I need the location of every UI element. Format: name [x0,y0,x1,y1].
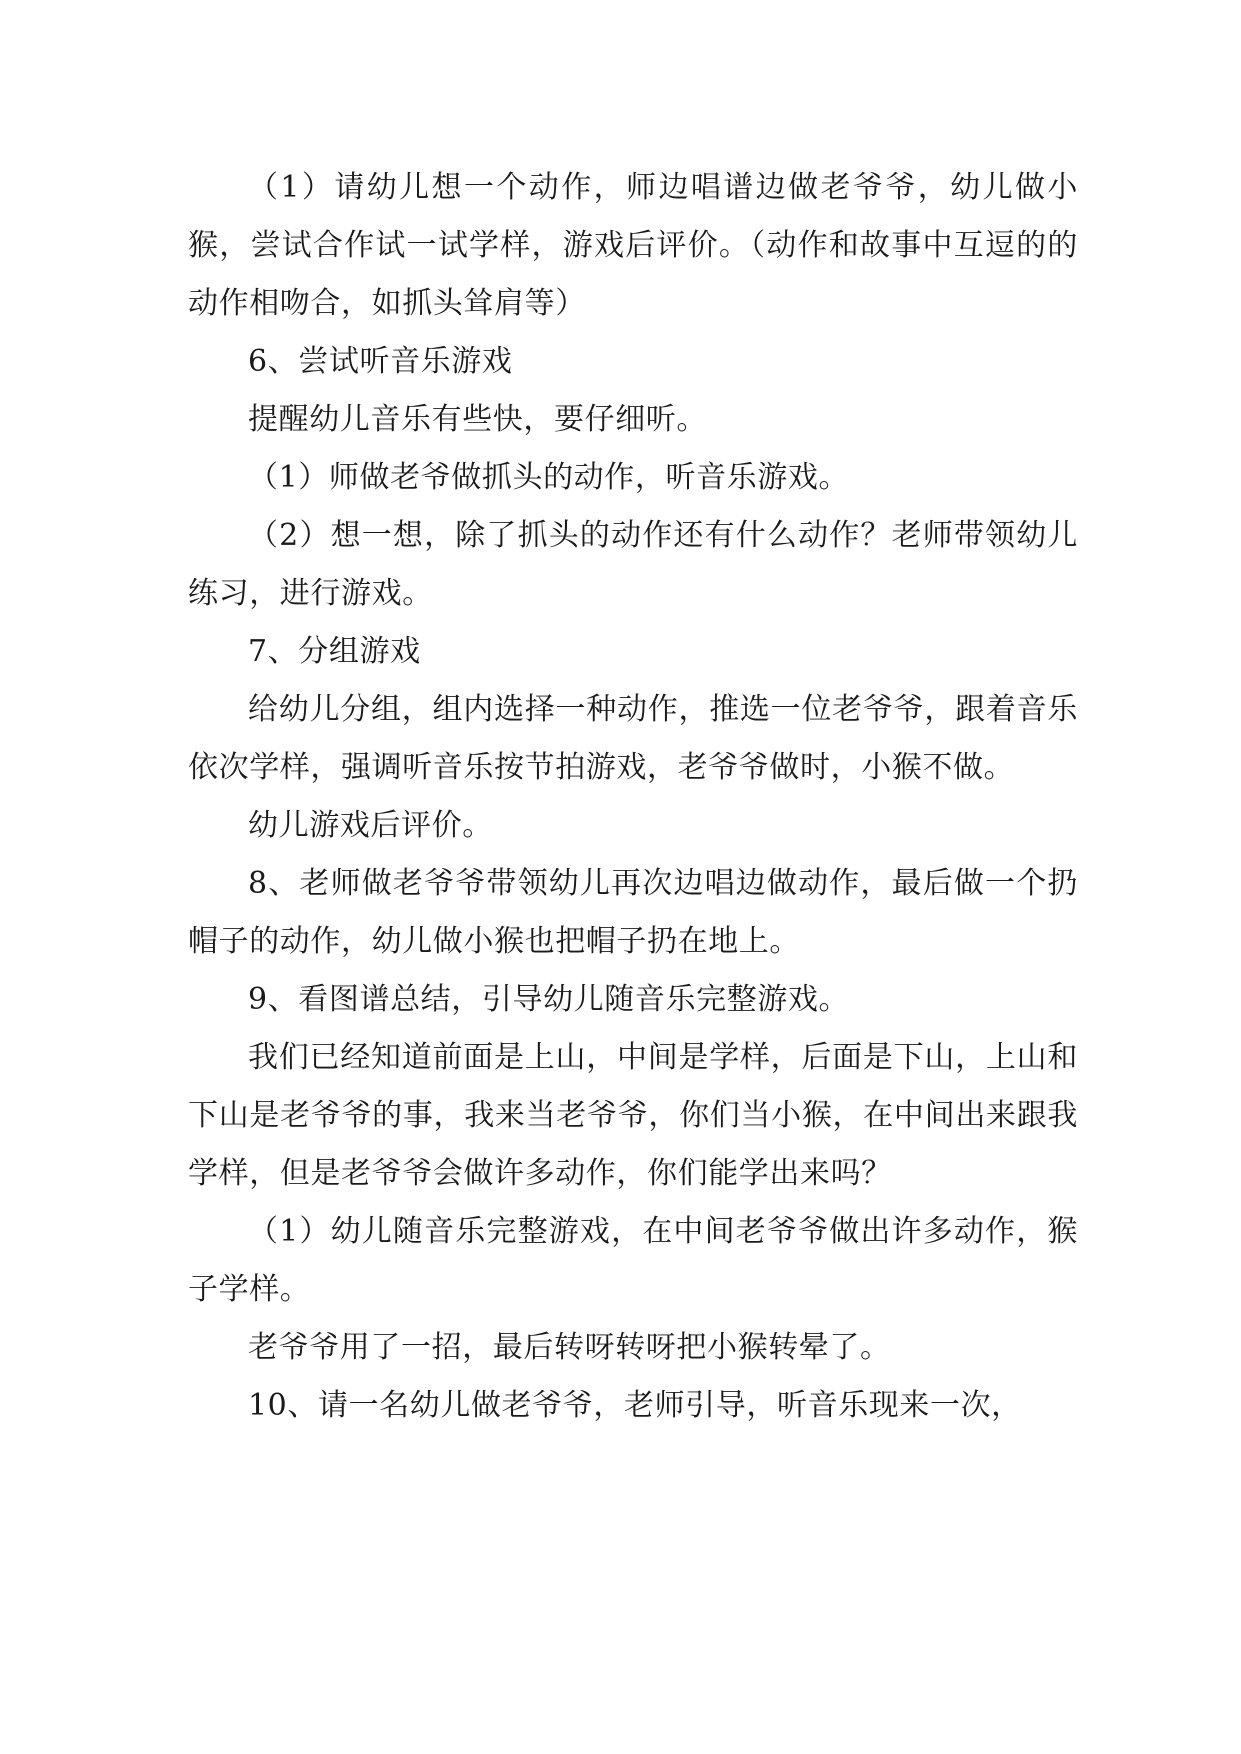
paragraph-11: 我们已经知道前面是上山，中间是学样，后面是下山，上山和下山是老爷爷的事，我来当老爷爷，你们当小猴，在中间出来跟我学样，但是老爷爷会做许多动作，你们能学出来吗？ [188,1040,1078,1191]
paragraph-13: 老爷爷用了一招，最后转呀转呀把小猴转晕了。 [248,1330,891,1365]
section-heading-9: 9、看图谱总结，引导幼儿随音乐完整游戏。 [248,982,850,1017]
section-heading-8: 8、老师做老爷爷带领幼儿再次边唱边做动作，最后做一个扔帽子的动作，幼儿做小猴也把帽子扔在地上。 [188,866,1078,959]
section-heading-10: 10、请一名幼儿做老爷爷，老师引导，听音乐现来一次， [248,1388,1022,1423]
section-heading-7: 7、分组游戏 [248,634,421,669]
paragraph-4: （1）师做老爷做抓头的动作，听音乐游戏。 [248,460,850,495]
section-heading-6: 6、尝试听音乐游戏 [248,344,513,379]
paragraph-5: （2）想一想，除了抓头的动作还有什么动作？老师带领幼儿练习，进行游戏。 [188,518,1078,611]
paragraph-8: 幼儿游戏后评价。 [248,808,493,843]
paragraph-12: （1）幼儿随音乐完整游戏，在中间老爷爷做出许多动作，猴子学样。 [188,1214,1078,1307]
document-body [188,159,1078,1435]
paragraph-1: （1）请幼儿想一个动作，师边唱谱边做老爷爷，幼儿做小猴，尝试合作试一试学样，游戏后评价。（动作和故事中互逗的的动作相吻合，如抓头耸肩等） [188,170,1078,321]
paragraph-7: 给幼儿分组，组内选择一种动作，推选一位老爷爷，跟着音乐依次学样，强调听音乐按节拍游戏，老爷爷做时，小猴不做。 [188,692,1078,785]
paragraph-3: 提醒幼儿音乐有些快，要仔细听。 [248,402,707,437]
